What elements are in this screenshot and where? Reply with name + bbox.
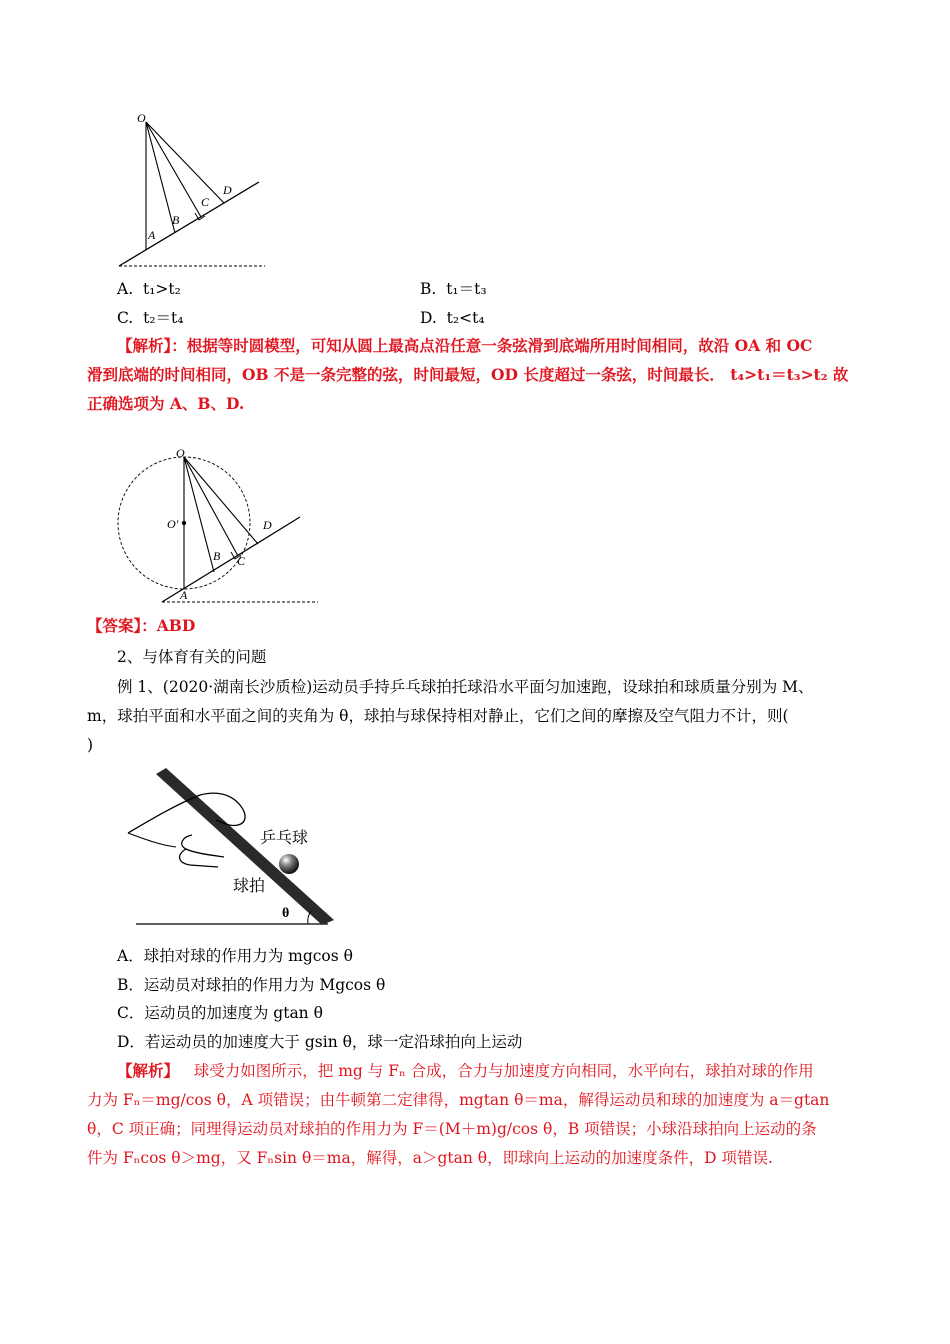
label-a: A <box>180 588 188 602</box>
analysis2-line4: 件为 Fₙcos θ＞mg，又 Fₙsin θ＝ma，解得，a＞gtan θ，即球向上运动的加速度条件，D 项错误. <box>87 1149 773 1167</box>
q1-option-b: B. t₁＝t₃ <box>420 280 487 298</box>
q2-option-a: A．球拍对球的作用力为 mgcos θ <box>117 947 353 965</box>
example1-line3: ) <box>87 736 94 754</box>
label-d: D <box>223 183 232 197</box>
label-o: O <box>137 111 146 125</box>
q1-option-c: C. t₂＝t₄ <box>117 309 184 327</box>
answer-value: ABD <box>156 616 196 635</box>
analysis1-line1: 【解析】：根据等时圆模型，可知从圆上最高点沿任意一条弦滑到底端所用时间相同，故沿 OA 和 OC <box>117 336 813 355</box>
answer1 <box>87 612 195 640</box>
label-o-prime: O′ <box>167 517 179 531</box>
analysis-tag: 【解析】 <box>117 1061 180 1080</box>
angle-label: θ <box>282 906 290 921</box>
ball-label: 乒乓球 <box>260 830 309 847</box>
q1-option-d: D. t₂<t₄ <box>420 309 485 327</box>
racket-label: 球拍 <box>233 878 266 895</box>
answer-tag: 【答案】： <box>87 616 157 635</box>
figure-incline-chords <box>110 105 270 270</box>
analysis-tag: 【解析】： <box>117 336 187 355</box>
analysis2-line2: 力为 Fₙ＝mg/cos θ，A 项错误；由牛顿第二定律得，mgtan θ＝ma，解得运动员和球的加速度为 a＝gtan <box>87 1091 830 1109</box>
section-heading: 2、与体育有关的问题 <box>117 648 267 666</box>
label-c: C <box>201 195 210 209</box>
analysis2-line3: θ，C 项正确；同理得运动员对球拍的作用力为 F＝(M＋m)g/cos θ，B 项错误；小球沿球拍向上运动的条 <box>87 1120 817 1138</box>
label-c: C <box>237 554 246 568</box>
ball-icon <box>279 854 299 874</box>
label-b: B <box>172 213 180 227</box>
q2-option-d: D．若运动员的加速度大于 gsin θ，球一定沿球拍向上运动 <box>117 1033 523 1051</box>
figure-racket-ball <box>120 765 350 930</box>
analysis1-line3: 正确选项为 A、B、D. <box>87 394 245 413</box>
analysis1-line2: 滑到底端的时间相同，OB 不是一条完整的弦，时间最短，OD 长度超过一条弦，时间最长． t₄>t₁＝t₃>t₂ 故 <box>87 365 849 384</box>
label-b: B <box>213 549 221 563</box>
example1-line1: 例 1、(2020·湖南长沙质检)运动员手持乒乓球拍托球沿水平面匀加速跑，设球拍和球质量分别为 M、 <box>117 678 814 696</box>
label-o: O <box>176 446 185 460</box>
label-a: A <box>148 228 156 242</box>
label-d: D <box>263 518 272 532</box>
analysis2-line1: 【解析】 球受力如图所示，把 mg 与 Fₙ 合成，合力与加速度方向相同，水平向右，球拍对球的作用 <box>117 1061 814 1080</box>
example1-line2: m，球拍平面和水平面之间的夹角为 θ，球拍与球保持相对静止，它们之间的摩擦及空气阻力不计，则( <box>87 707 789 725</box>
q2-option-b: B．运动员对球拍的作用力为 Mgcos θ <box>117 976 386 994</box>
figure-equal-time-circle <box>110 440 320 608</box>
q1-option-a: A. t₁>t₂ <box>117 280 181 298</box>
q2-option-c: C．运动员的加速度为 gtan θ <box>117 1004 323 1022</box>
